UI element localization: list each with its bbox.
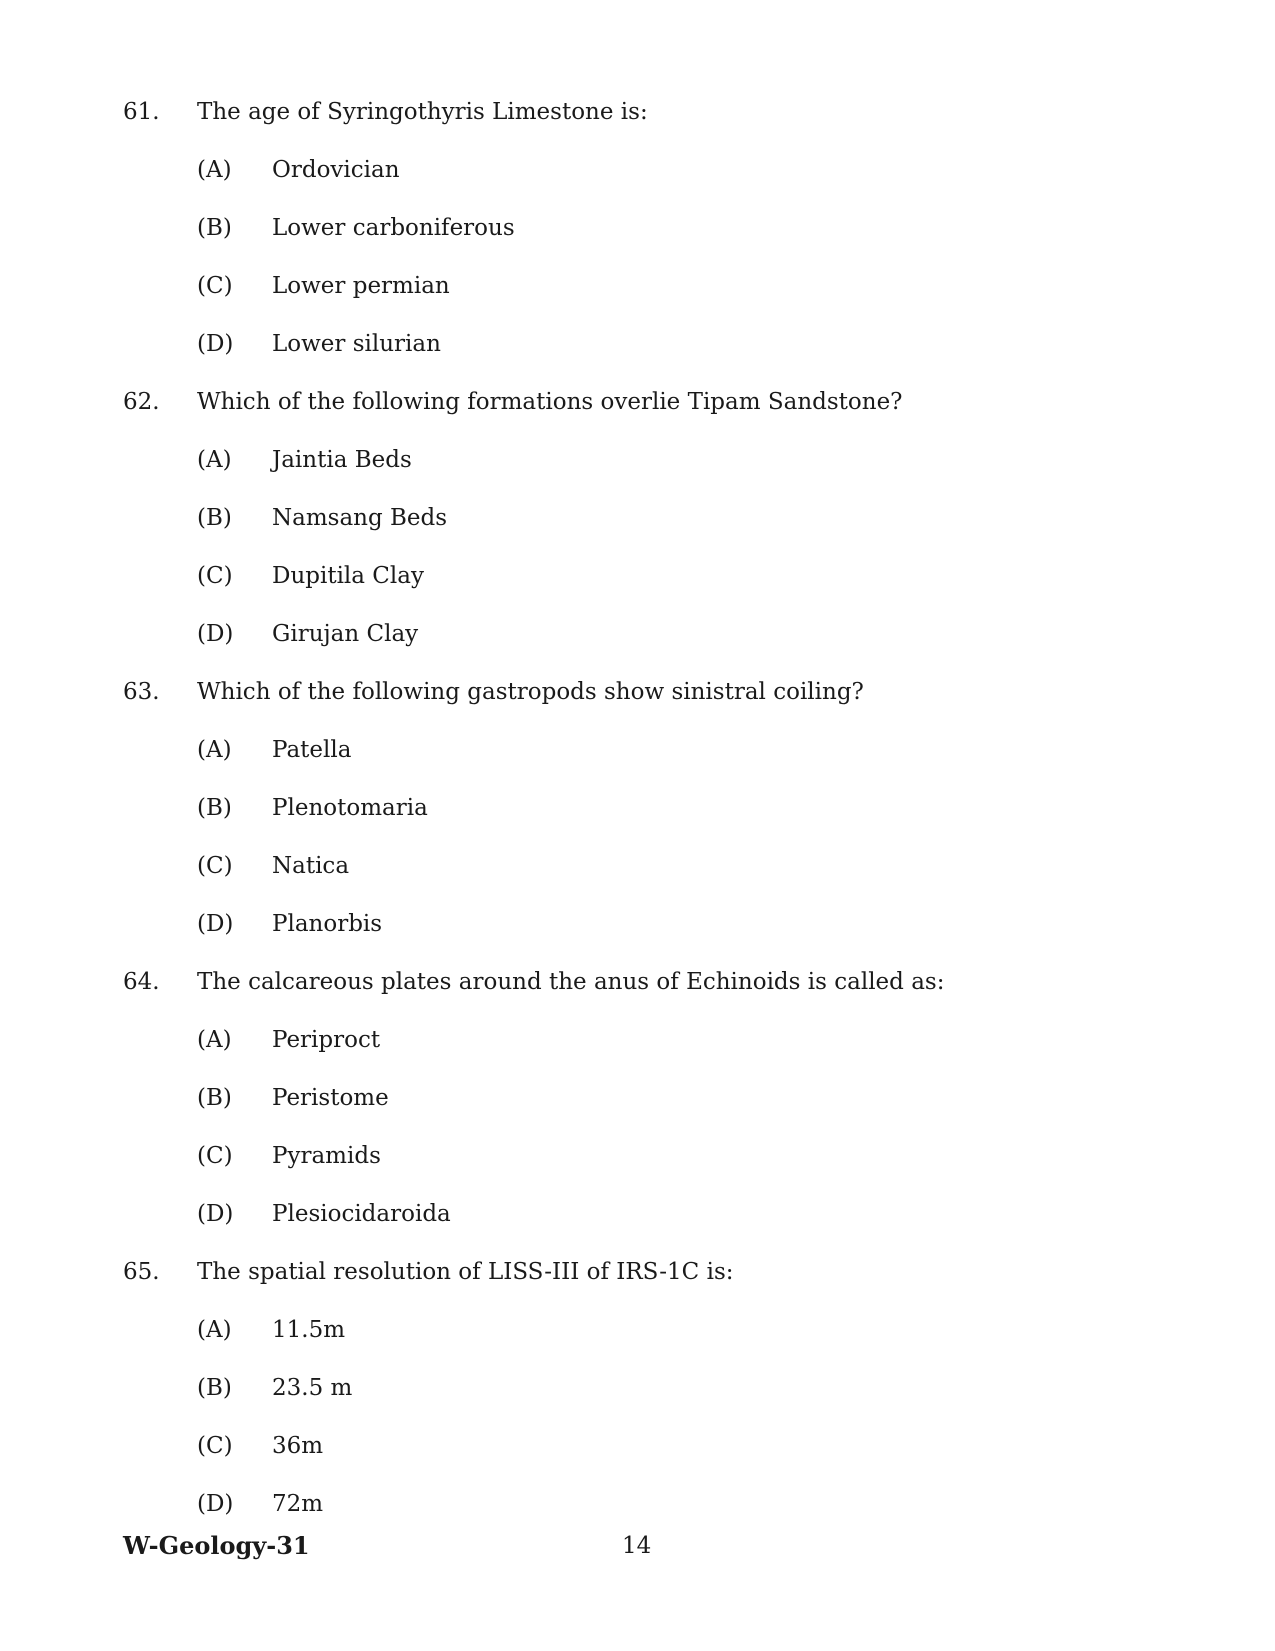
option-letter: (D) — [197, 1491, 234, 1517]
option-text: 11.5m — [272, 1317, 346, 1343]
paper-code: W-Geology-31 — [123, 1531, 310, 1560]
option-text: Lower permian — [272, 273, 450, 299]
option-c — [0, 1141, 1275, 1199]
option-text: Jaintia Beds — [272, 447, 412, 473]
option-text: Pyramids — [272, 1143, 381, 1169]
option-a — [0, 735, 1275, 793]
option-c — [0, 561, 1275, 619]
option-letter: (B) — [197, 1085, 232, 1111]
option-d — [0, 909, 1275, 967]
option-a — [0, 1315, 1275, 1373]
option-text: 36m — [272, 1433, 324, 1459]
option-letter: (D) — [197, 621, 234, 647]
option-letter: (D) — [197, 1201, 234, 1227]
option-letter: (A) — [197, 1317, 232, 1343]
option-letter: (B) — [197, 215, 232, 241]
option-letter: (A) — [197, 157, 232, 183]
question-62 — [0, 387, 1275, 677]
option-letter: (C) — [197, 1143, 233, 1169]
option-text: Plenotomaria — [272, 795, 428, 821]
option-b — [0, 213, 1275, 271]
option-letter: (B) — [197, 1375, 232, 1401]
option-letter: (B) — [197, 505, 232, 531]
option-letter: (A) — [197, 1027, 232, 1053]
question-number: 64. — [123, 969, 160, 995]
option-a — [0, 445, 1275, 503]
option-b — [0, 1083, 1275, 1141]
question-number: 65. — [123, 1259, 160, 1285]
page-number: 14 — [622, 1533, 652, 1559]
question-61 — [0, 97, 1275, 387]
option-letter: (C) — [197, 563, 233, 589]
question-stem — [0, 97, 1275, 155]
option-letter: (C) — [197, 273, 233, 299]
option-text: Lower carboniferous — [272, 215, 515, 241]
option-text: Dupitila Clay — [272, 563, 424, 589]
option-d — [0, 1199, 1275, 1257]
question-number: 63. — [123, 679, 160, 705]
option-text: 72m — [272, 1491, 324, 1517]
option-b — [0, 793, 1275, 851]
option-text: Planorbis — [272, 911, 383, 937]
option-letter: (D) — [197, 911, 234, 937]
question-number: 61. — [123, 99, 160, 125]
question-text: Which of the following gastropods show sinistral coiling? — [197, 679, 864, 705]
option-d — [0, 329, 1275, 387]
option-letter: (A) — [197, 447, 232, 473]
option-letter: (D) — [197, 331, 234, 357]
option-b — [0, 1373, 1275, 1431]
question-text: The age of Syringothyris Limestone is: — [197, 99, 648, 125]
question-stem — [0, 677, 1275, 735]
option-c — [0, 1431, 1275, 1489]
question-stem — [0, 967, 1275, 1025]
option-text: Namsang Beds — [272, 505, 448, 531]
option-text: 23.5 m — [272, 1375, 353, 1401]
question-text: The calcareous plates around the anus of Echinoids is called as: — [197, 969, 945, 995]
option-letter: (B) — [197, 795, 232, 821]
question-65 — [0, 1257, 1275, 1547]
option-text: Plesiocidaroida — [272, 1201, 451, 1227]
question-63 — [0, 677, 1275, 967]
option-text: Lower silurian — [272, 331, 441, 357]
option-letter: (C) — [197, 853, 233, 879]
option-c — [0, 271, 1275, 329]
option-text: Periproct — [272, 1027, 381, 1053]
option-a — [0, 1025, 1275, 1083]
option-text: Ordovician — [272, 157, 400, 183]
question-stem — [0, 1257, 1275, 1315]
question-stem — [0, 387, 1275, 445]
question-number: 62. — [123, 389, 160, 415]
option-d — [0, 619, 1275, 677]
question-text: The spatial resolution of LISS-III of IRS-1C is: — [197, 1259, 734, 1285]
option-text: Girujan Clay — [272, 621, 419, 647]
question-64 — [0, 967, 1275, 1257]
option-letter: (A) — [197, 737, 232, 763]
option-letter: (C) — [197, 1433, 233, 1459]
option-c — [0, 851, 1275, 909]
option-text: Peristome — [272, 1085, 389, 1111]
question-text: Which of the following formations overlie Tipam Sandstone? — [197, 389, 903, 415]
option-b — [0, 503, 1275, 561]
option-text: Patella — [272, 737, 352, 763]
option-a — [0, 155, 1275, 213]
option-text: Natica — [272, 853, 350, 879]
